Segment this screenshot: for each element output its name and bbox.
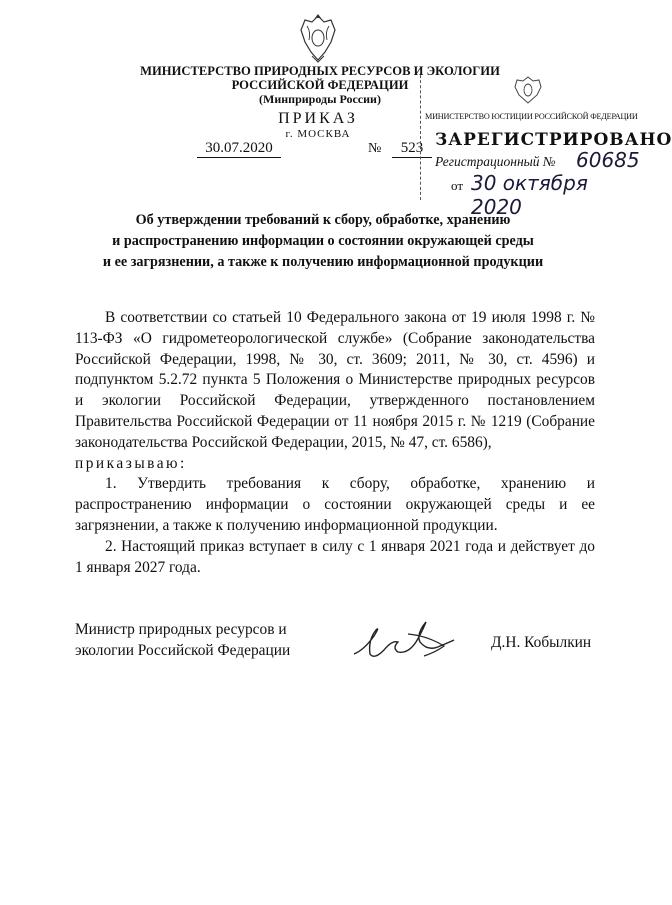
order-word: приказываю: [75,454,187,472]
number-sign: № [368,141,382,156]
registration-stamp [420,70,672,219]
ministry-name-line2: РОССИЙСКОЙ ФЕДЕРАЦИИ [231,78,409,92]
document-number: 523 [392,139,432,158]
signatory-name: Д.Н. Кобылкин [491,634,592,651]
document-date: 30.07.2020 [197,139,281,158]
preamble-text: В соответствии со статьей 10 Федерального закона от 19 июля 1998 г. № 113-ФЗ «О гидрометеорологической службе» (Собрание законодательства Российской Федерации, 1998, № 30, ст. 3609; 2011, № 30, ст. 4596) и подпунктом 5.2.72 пункта 5 Положения о Министерстве природных ресурсов и экологии Российской Федерации, утвержденного постановлением Правительства Российской Федерации от 11 ноября 2015 г. № 1219 (Собрание законодательства Российской Федерации, 2015, № 47, ст. 6586), [75,309,595,451]
ministry-short-name: (Минприроды России) [259,92,381,106]
handwritten-signature [348,610,458,670]
signatory-position-line2: экологии Российской Федерации [75,641,291,659]
signatory-position [75,620,315,662]
document-title [78,210,568,273]
stamp-date-label: от [451,178,464,193]
signatory-position-line1: Министр природных ресурсов и [75,621,287,638]
stamp-date: 30 октября 2020 [471,171,588,219]
title-line2: и распространению информации о состоянии окружающей среды [112,233,534,249]
document-type: ПРИКАЗ [278,110,358,127]
title-line3: и ее загрязнении, а также к получению информационной продукции [102,254,544,270]
title-line1: Об утверждении требований к сбору, обработке, хранению [135,212,511,228]
preamble-paragraph [75,308,595,474]
stamp-registered: ЗАРЕГИСТРИРОВАНО [435,130,672,150]
ministry-name-line1: МИНИСТЕРСТВО ПРИРОДНЫХ РЕСУРСОВ И ЭКОЛОГИИ [140,64,500,78]
document-body [75,308,595,578]
coat-of-arms-icon [295,12,341,64]
document-city: г. МОСКВА [285,128,351,140]
stamp-department: МИНИСТЕРСТВО ЮСТИЦИИ РОССИЙСКОЙ ФЕДЕРАЦИИ [425,112,638,121]
stamp-reg-number-label: Регистрационный № [435,154,556,169]
stamp-reg-number: 60685 [576,148,640,172]
order-item-2: 2. Настоящий приказ вступает в силу с 1 января 2021 года и действует до 1 января 2027 года. [75,537,595,576]
order-item-1: 1. Утвердить требования к сбору, обработке, хранению и распространению информации о состоянии окружающей среды и ее загрязнении, а также к получению информационной продукции. [75,475,595,534]
stamp-emblem-icon [511,74,545,106]
